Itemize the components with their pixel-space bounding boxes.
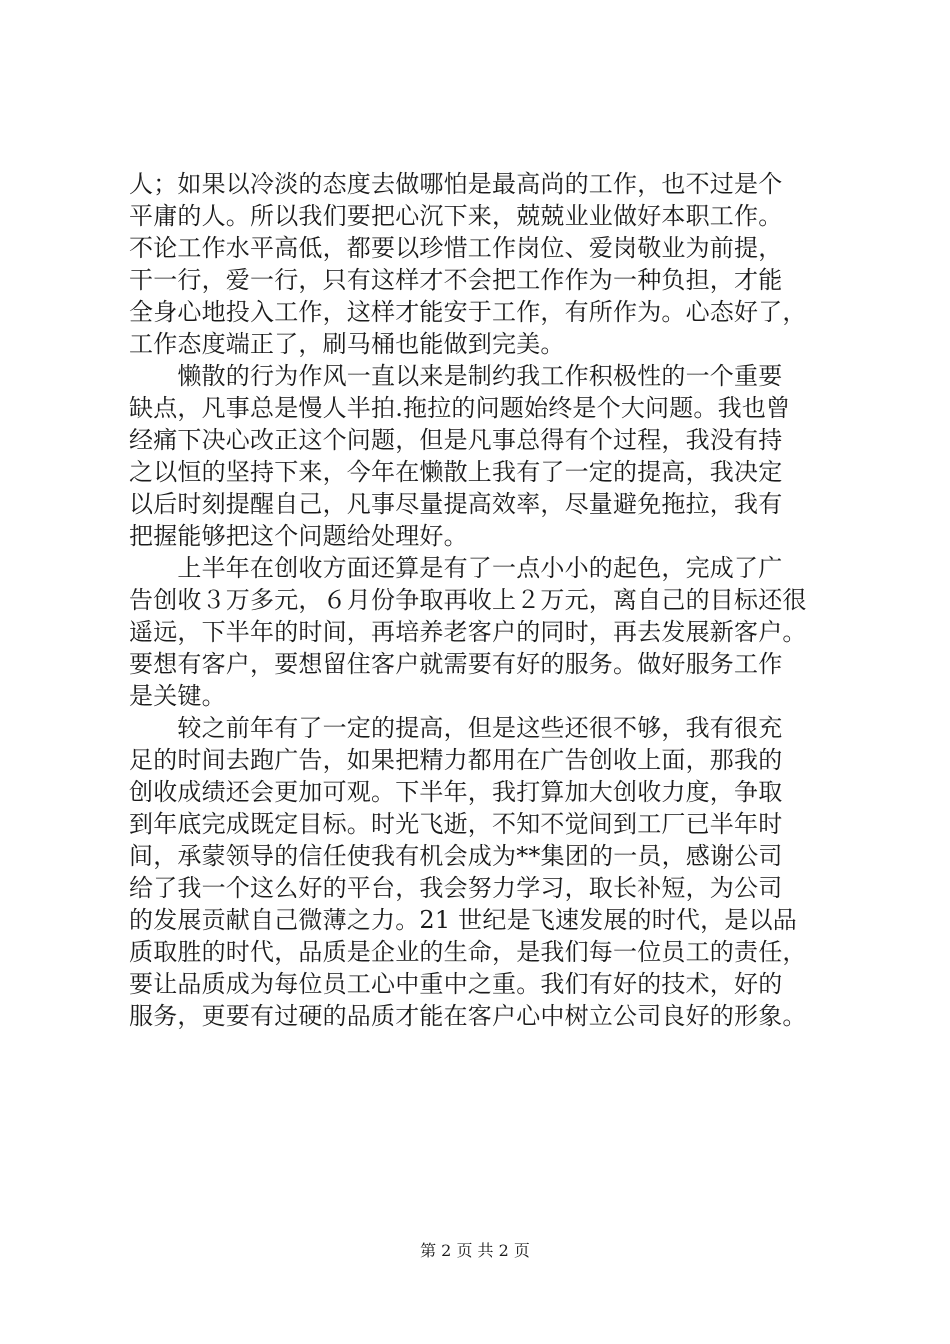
text-line: 全身心地投入工作，这样才能安于工作，有所作为。心态好了， bbox=[129, 298, 807, 326]
text-line: 经痛下决心改正这个问题，但是凡事总得有个过程，我没有持 bbox=[129, 426, 783, 454]
text-line: 以后时刻提醒自己，凡事尽量提高效率，尽量避免拖拉，我有 bbox=[129, 490, 783, 518]
text-line: 干一行，爱一行，只有这样才不会把工作作为一种负担，才能 bbox=[129, 266, 783, 294]
paragraph-first-line: 较之前年有了一定的提高，但是这些还很不够，我有很充 bbox=[129, 714, 783, 742]
paragraph-first-line: 懒散的行为作风一直以来是制约我工作积极性的一个重要 bbox=[129, 362, 783, 390]
text-line: 创收成绩还会更加可观。下半年，我打算加大创收力度，争取 bbox=[129, 778, 783, 806]
text-line: 给了我一个这么好的平台，我会努力学习，取长补短，为公司 bbox=[129, 874, 783, 902]
text-line: 遥远，下半年的时间，再培养老客户的同时，再去发展新客户。 bbox=[129, 618, 807, 646]
page-number-label: 第 2 页 共 2 页 bbox=[420, 1241, 530, 1260]
text-line: 不论工作水平高低，都要以珍惜工作岗位、爱岗敬业为前提， bbox=[129, 234, 783, 262]
text-line: 缺点，凡事总是慢人半拍.拖拉的问题始终是个大问题。我也曾 bbox=[129, 394, 791, 422]
paragraph-first-line: 上半年在创收方面还算是有了一点小小的起色，完成了广 bbox=[129, 554, 783, 582]
text-line: 足的时间去跑广告，如果把精力都用在广告创收上面，那我的 bbox=[129, 746, 783, 774]
text-line: 人；如果以冷淡的态度去做哪怕是最高尚的工作，也不过是个 bbox=[129, 170, 783, 198]
text-line: 的发展贡献自己微薄之力。21 世纪是飞速发展的时代，是以品 bbox=[129, 906, 797, 934]
text-line: 服务，更要有过硬的品质才能在客户心中树立公司良好的形象。 bbox=[129, 1002, 807, 1030]
text-line: 间，承蒙领导的信任使我有机会成为**集团的一员，感谢公司 bbox=[129, 842, 783, 870]
text-line: 要让品质成为每位员工心中重中之重。我们有好的技术，好的 bbox=[129, 970, 783, 998]
document-body bbox=[129, 168, 859, 1032]
text-line: 之以恒的坚持下来，今年在懒散上我有了一定的提高，我决定 bbox=[129, 458, 783, 486]
text-line: 把握能够把这个问题给处理好。 bbox=[129, 522, 468, 550]
text-line: 要想有客户，要想留住客户就需要有好的服务。做好服务工作 bbox=[129, 650, 783, 678]
text-line: 到年底完成既定目标。时光飞逝，不知不觉间到工厂已半年时 bbox=[129, 810, 783, 838]
text-line: 告创收３万多元，６月份争取再收上２万元，离自己的目标还很 bbox=[129, 586, 807, 614]
text-line: 工作态度端正了，刷马桶也能做到完美。 bbox=[129, 330, 565, 358]
text-line: 质取胜的时代，品质是企业的生命，是我们每一位员工的责任， bbox=[129, 938, 807, 966]
text-line: 是关键。 bbox=[129, 682, 226, 710]
page-footer bbox=[0, 1241, 950, 1261]
text-line: 平庸的人。所以我们要把心沉下来，兢兢业业做好本职工作。 bbox=[129, 202, 783, 230]
